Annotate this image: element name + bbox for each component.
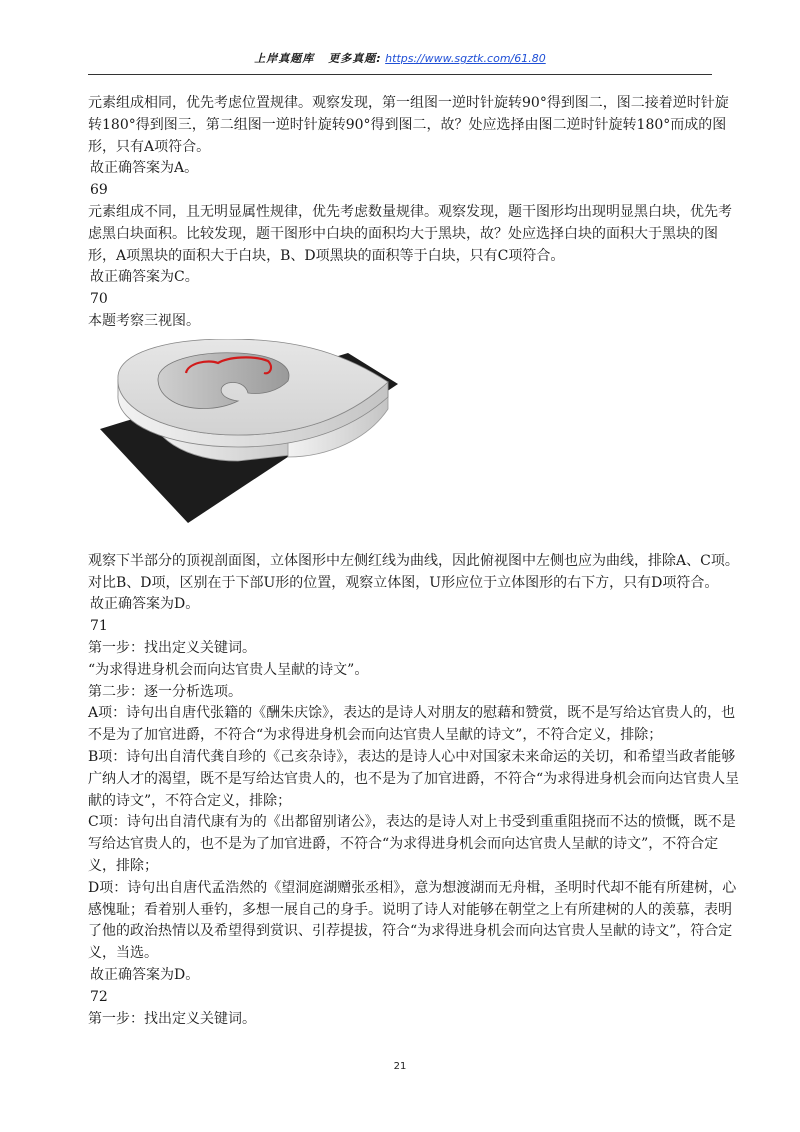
paragraph: 第一步：找出定义关键词。 bbox=[88, 639, 256, 656]
more-label: 更多真题: bbox=[328, 52, 382, 65]
paragraph: 故正确答案为D。 bbox=[90, 596, 200, 613]
paragraph: 元素组成相同，优先考虑位置规律。观察发现，第一组图一逆时针旋转90°得到图二，图二接着逆时针旋转180°得到图三，第二组图一逆时针旋转90°得到图二，故？处应选择由图二逆时针旋转180°而成的图形，只有A项符合。 bbox=[88, 95, 729, 155]
paragraph: 元素组成不同，且无明显属性规律，优先考虑数量规律。观察发现，题干图形均出现明显黑白块，优先考虑黑白块面积。比较发现，题干图形中白块的面积均大于黑块，故？处应选择白块的面积大于黑块的图形，A项黑块的面积大于白块，B、D项黑块的面积等于白块，只有C项符合。 bbox=[88, 203, 732, 264]
paragraph: A项：诗句出自唐代张籍的《酬朱庆馀》，表达的是诗人对朋友的慰藉和赞赏，既不是写给达官贵人的，也不是为了加官进爵，不符合“为求得进身机会而向达官贵人呈献的诗文”，不符合定义，排除； bbox=[88, 705, 736, 744]
header-rule bbox=[88, 74, 712, 75]
paragraph: 故正确答案为D。 bbox=[90, 966, 200, 983]
paragraph: 第一步：找出定义关键词。 bbox=[88, 1010, 256, 1027]
question-number: 69 bbox=[90, 182, 108, 199]
paragraph: “为求得进身机会而向达官贵人呈献的诗文”。 bbox=[88, 661, 369, 678]
paragraph: C项：诗句出自清代康有为的《出都留别诸公》，表达的是诗人对上书受到重重阻挠而不达的愤慨，既不是写给达官贵人的，也不是为了加官进爵，不符合“为求得进身机会而向达官贵人呈献的诗文”，不符合定义，排除； bbox=[88, 814, 736, 874]
question-number: 70 bbox=[90, 291, 108, 308]
question-number: 71 bbox=[90, 618, 108, 635]
solid-illustration bbox=[88, 339, 742, 543]
paragraph: 第二步：逐一分析选项。 bbox=[88, 683, 242, 700]
paragraph: 故正确答案为C。 bbox=[90, 269, 199, 286]
question-number: 72 bbox=[90, 988, 108, 1005]
paragraph: B项：诗句出自清代龚自珍的《己亥杂诗》，表达的是诗人心中对国家未来命运的关切，和希望当政者能够广纳人才的渴望，既不是写给达官贵人的，也不是为了加官进爵，不符合“为求得进身机会而向达官贵人呈献的诗文”，不符合定义，排除； bbox=[88, 748, 740, 809]
paragraph: 本题考察三视图。 bbox=[88, 312, 200, 329]
paragraph: 故正确答案为A。 bbox=[90, 160, 199, 177]
paragraph: 观察下半部分的顶视剖面图，立体图形中左侧红线为曲线，因此俯视图中左侧也应为曲线，排除A、C项。对比B、D项，区别在于下部U形的位置，观察立体图，U形应位于立体图形的右下方，只有D项符合。 bbox=[88, 552, 739, 591]
page-number: 21 bbox=[393, 1061, 407, 1072]
page-header bbox=[88, 50, 712, 66]
three-view-figure bbox=[88, 339, 742, 543]
site-name: 上岸真题库 bbox=[254, 52, 315, 65]
page-body bbox=[88, 93, 742, 1030]
paragraph: D项：诗句出自唐代孟浩然的《望洞庭湖赠张丞相》，意为想渡湖而无舟楫，圣明时代却不能有所建树，心感愧耻；看着别人垂钓，多想一展自己的身手。说明了诗人对能够在朝堂之上有所建树的人的羡慕，表明了他的政治热情以及希望得到赏识、引荐提拔，符合“为求得进身机会而向达官贵人呈献的诗文”，符合定义，当选。 bbox=[88, 879, 737, 962]
header-link[interactable]: https://www.sgztk.com/61.80 bbox=[385, 52, 546, 65]
